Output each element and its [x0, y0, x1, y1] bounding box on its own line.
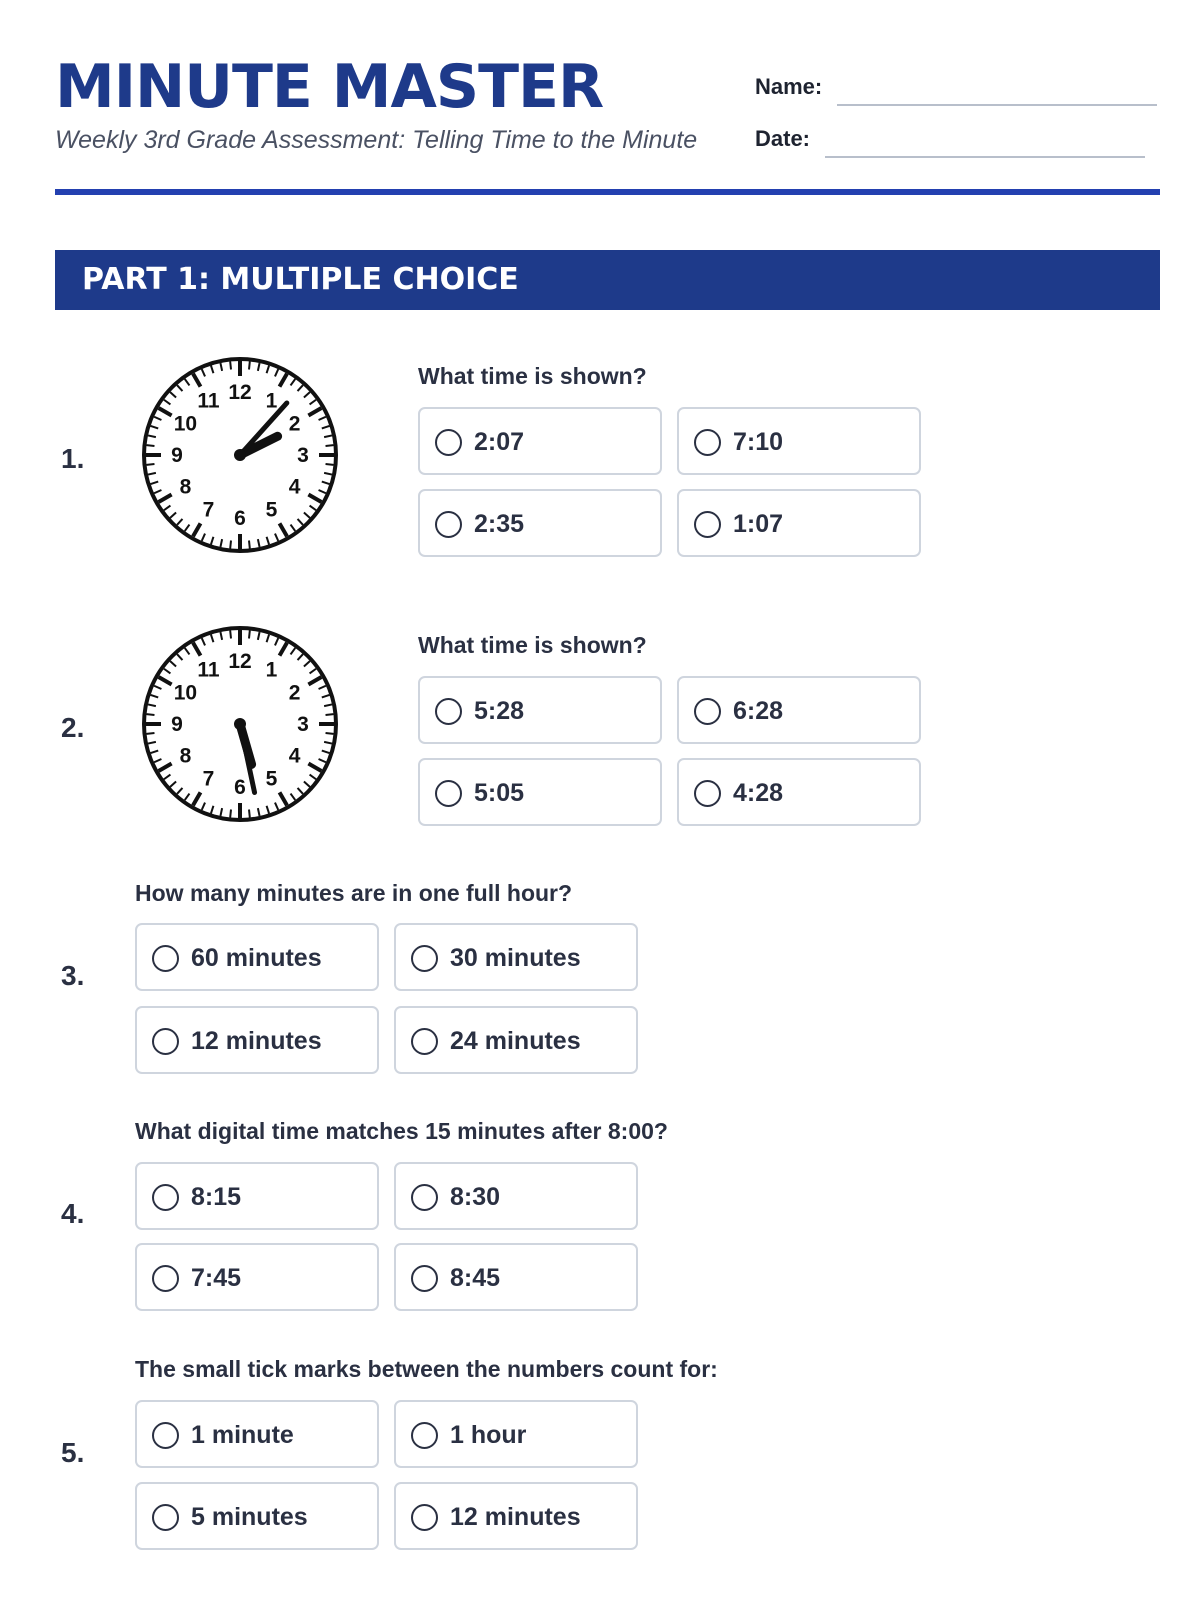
- minute-tick: [147, 733, 155, 734]
- radio-button[interactable]: [152, 1422, 179, 1449]
- clock-number: 9: [171, 444, 183, 467]
- minute-tick: [230, 810, 231, 818]
- clock-number: 8: [179, 475, 192, 499]
- option-label: 4:28: [733, 779, 784, 807]
- clock-number: 8: [179, 744, 192, 768]
- radio-button[interactable]: [435, 698, 462, 725]
- analog-clock: [140, 624, 340, 824]
- answer-option[interactable]: [135, 923, 379, 991]
- option-label: 8:15: [191, 1183, 242, 1211]
- radio-button[interactable]: [435, 780, 462, 807]
- radio-button[interactable]: [411, 1504, 438, 1531]
- radio-button[interactable]: [435, 429, 462, 456]
- minute-tick: [326, 714, 334, 715]
- radio-button[interactable]: [694, 698, 721, 725]
- option-label: 12 minutes: [191, 1027, 322, 1055]
- radio-button[interactable]: [411, 945, 438, 972]
- clock-number: 7: [202, 767, 215, 791]
- minute-tick: [326, 445, 334, 446]
- radio-button[interactable]: [694, 429, 721, 456]
- radio-button[interactable]: [435, 511, 462, 538]
- answer-option[interactable]: [418, 407, 662, 475]
- minute-tick: [249, 362, 250, 370]
- minute-tick: [230, 362, 231, 370]
- question-number: 2.: [61, 712, 85, 743]
- section-banner: [55, 250, 1160, 310]
- section-title: PART 1: MULTIPLE CHOICE: [82, 262, 519, 297]
- answer-option[interactable]: [418, 758, 662, 826]
- option-label: 2:07: [474, 428, 525, 456]
- clock-number: 3: [297, 713, 309, 736]
- option-label: 1 hour: [450, 1421, 527, 1449]
- answer-option[interactable]: [135, 1243, 379, 1311]
- option-label: 12 minutes: [450, 1503, 581, 1531]
- question-prompt: The small tick marks between the numbers count for:: [135, 1356, 718, 1382]
- date-field[interactable]: [825, 156, 1145, 158]
- option-label: 8:45: [450, 1264, 501, 1292]
- clock-number: 1: [265, 389, 278, 413]
- answer-option[interactable]: [418, 676, 662, 744]
- clock-number: 10: [173, 681, 198, 705]
- answer-option[interactable]: [135, 1482, 379, 1550]
- clock-number: 3: [297, 444, 309, 467]
- answer-option[interactable]: [394, 1243, 638, 1311]
- answer-option[interactable]: [394, 1482, 638, 1550]
- radio-button[interactable]: [411, 1265, 438, 1292]
- minute-tick: [147, 714, 155, 715]
- radio-button[interactable]: [411, 1028, 438, 1055]
- option-label: 5 minutes: [191, 1503, 308, 1531]
- option-label: 7:45: [191, 1264, 242, 1292]
- option-label: 2:35: [474, 510, 525, 538]
- question-number: 5.: [61, 1437, 85, 1468]
- question-number: 3.: [61, 960, 85, 991]
- answer-option[interactable]: [394, 1006, 638, 1074]
- option-label: 5:28: [474, 697, 525, 725]
- answer-option[interactable]: [677, 489, 921, 557]
- clock-number: 12: [228, 381, 252, 404]
- answer-option[interactable]: [135, 1400, 379, 1468]
- answer-option[interactable]: [394, 923, 638, 991]
- clock-number: 7: [202, 498, 215, 522]
- minute-tick: [249, 541, 250, 549]
- question-prompt: How many minutes are in one full hour?: [135, 880, 573, 906]
- option-label: 7:10: [733, 428, 784, 456]
- question-prompt: What time is shown?: [418, 632, 647, 658]
- header-divider: [55, 189, 1160, 195]
- minute-tick: [249, 810, 250, 818]
- question-number: 1.: [61, 443, 85, 474]
- clock-number: 6: [234, 776, 246, 799]
- clock-number: 1: [265, 658, 278, 682]
- clock-number: 5: [265, 767, 278, 791]
- radio-button[interactable]: [152, 1265, 179, 1292]
- clock-number: 9: [171, 713, 183, 736]
- clock-number: 2: [288, 412, 301, 436]
- answer-option[interactable]: [677, 758, 921, 826]
- clock-number: 4: [288, 475, 301, 499]
- answer-option[interactable]: [677, 676, 921, 744]
- option-label: 24 minutes: [450, 1027, 581, 1055]
- name-field[interactable]: [837, 104, 1157, 106]
- option-label: 1 minute: [191, 1421, 294, 1449]
- answer-option[interactable]: [135, 1006, 379, 1074]
- clock-center: [234, 449, 246, 461]
- clock-number: 5: [265, 498, 278, 522]
- radio-button[interactable]: [152, 945, 179, 972]
- minute-tick: [147, 464, 155, 465]
- option-label: 6:28: [733, 697, 784, 725]
- minute-tick: [249, 631, 250, 639]
- answer-option[interactable]: [418, 489, 662, 557]
- clock-number: 10: [173, 412, 198, 436]
- radio-button[interactable]: [152, 1504, 179, 1531]
- analog-clock: [140, 355, 340, 555]
- clock-number: 12: [228, 650, 252, 673]
- radio-button[interactable]: [694, 780, 721, 807]
- answer-option[interactable]: [135, 1162, 379, 1230]
- worksheet-subtitle: Weekly 3rd Grade Assessment: Telling Time to the Minute: [55, 126, 698, 154]
- minute-tick: [230, 541, 231, 549]
- minute-tick: [147, 445, 155, 446]
- worksheet-title: MINUTE MASTER: [55, 52, 604, 122]
- option-label: 60 minutes: [191, 944, 322, 972]
- option-label: 8:30: [450, 1183, 501, 1211]
- option-label: 1:07: [733, 510, 784, 538]
- minute-tick: [326, 464, 334, 465]
- clock-number: 4: [288, 744, 301, 768]
- clock-number: 6: [234, 507, 246, 530]
- date-label: Date:: [755, 126, 811, 151]
- answer-option[interactable]: [394, 1162, 638, 1230]
- radio-button[interactable]: [152, 1184, 179, 1211]
- name-label: Name:: [755, 74, 823, 99]
- radio-button[interactable]: [411, 1184, 438, 1211]
- radio-button[interactable]: [694, 511, 721, 538]
- clock-number: 2: [288, 681, 301, 705]
- clock-number: 11: [197, 389, 220, 413]
- worksheet-header: [55, 52, 1160, 197]
- clock-number: 11: [197, 658, 220, 682]
- question-number: 4.: [61, 1198, 85, 1229]
- clock-center: [234, 718, 246, 730]
- minute-tick: [326, 733, 334, 734]
- question-prompt: What time is shown?: [418, 363, 647, 389]
- option-label: 30 minutes: [450, 944, 581, 972]
- question-prompt: What digital time matches 15 minutes after 8:00?: [135, 1118, 668, 1144]
- radio-button[interactable]: [152, 1028, 179, 1055]
- answer-option[interactable]: [677, 407, 921, 475]
- radio-button[interactable]: [411, 1422, 438, 1449]
- answer-option[interactable]: [394, 1400, 638, 1468]
- option-label: 5:05: [474, 779, 525, 807]
- minute-tick: [230, 631, 231, 639]
